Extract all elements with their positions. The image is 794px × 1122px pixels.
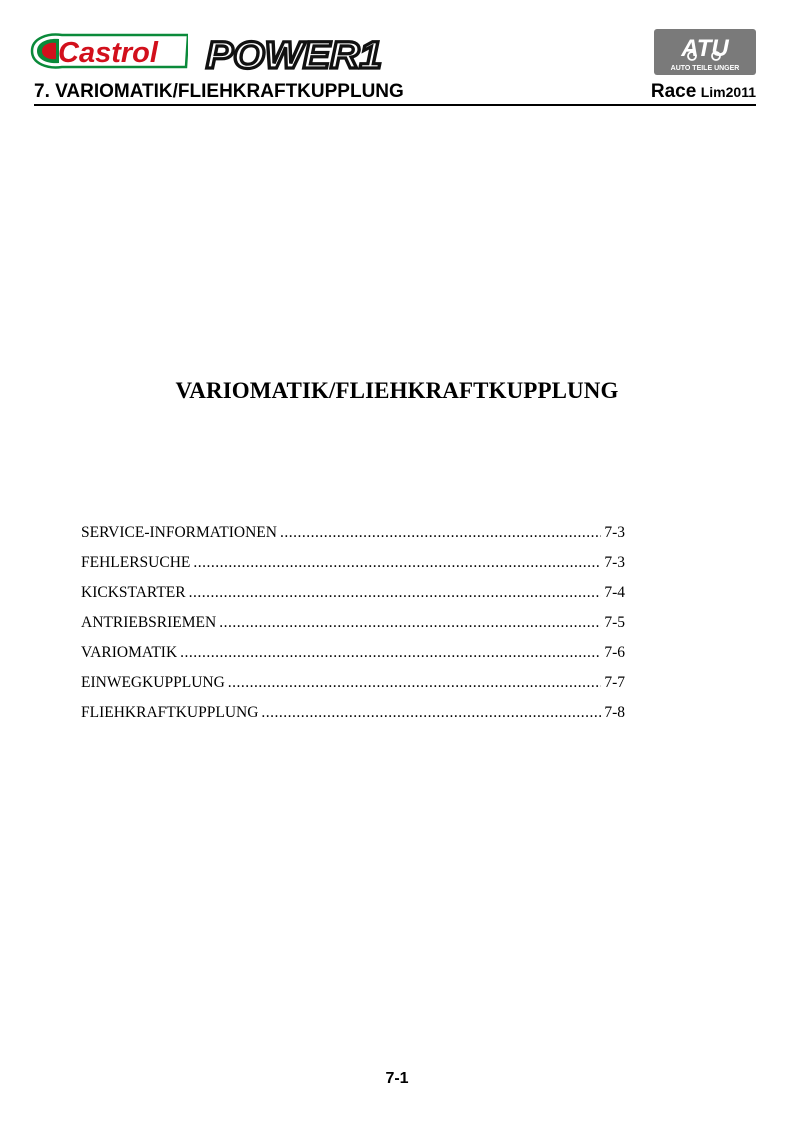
- toc-label: FEHLERSUCHE: [81, 554, 191, 571]
- toc-label: EINWEGKUPPLUNG: [81, 674, 225, 691]
- atu-logo: [654, 29, 756, 75]
- atu-logo-subtext: AUTO TEILE UNGER: [670, 65, 740, 72]
- castrol-logo-text: Castrol: [58, 37, 158, 69]
- toc-entry-kickstarter[interactable]: [81, 584, 625, 614]
- power1-logo: [204, 34, 386, 74]
- toc-label: VARIOMATIK: [81, 644, 178, 661]
- toc-leader-dots: [189, 584, 602, 602]
- power1-logo-text: POWER1: [206, 35, 382, 74]
- toc-entry-fehlersuche[interactable]: [81, 554, 625, 584]
- page-number: 7-1: [385, 1070, 409, 1087]
- chapter-header: [34, 80, 756, 106]
- toc-entry-einwegkupplung[interactable]: [81, 674, 625, 704]
- castrol-logo: [28, 30, 188, 72]
- toc-page-number: 7-6: [604, 644, 625, 661]
- toc-leader-dots: [193, 554, 601, 572]
- toc-label: SERVICE-INFORMATIONEN: [81, 524, 277, 541]
- toc-leader-dots: [280, 524, 601, 542]
- table-of-contents: [81, 524, 625, 734]
- toc-leader-dots: [228, 674, 602, 692]
- model-race: Race: [650, 81, 697, 102]
- toc-leader-dots: [180, 644, 601, 662]
- toc-page-number: 7-7: [604, 674, 625, 691]
- toc-page-number: 7-5: [604, 614, 625, 631]
- page-title: VARIOMATIK/FLIEHKRAFTKUPPLUNG: [175, 378, 619, 403]
- toc-label: ANTRIEBSRIEMEN: [81, 614, 217, 631]
- atu-logo-text: ATU: [681, 35, 729, 62]
- toc-page-number: 7-3: [604, 554, 625, 571]
- toc-leader-dots: [261, 704, 601, 722]
- toc-leader-dots: [219, 614, 601, 632]
- model-name: [651, 80, 756, 105]
- chapter-title: 7. VARIOMATIK/FLIEHKRAFTKUPPLUNG: [34, 81, 404, 102]
- model-lim: Lim2011: [700, 84, 756, 100]
- toc-label: FLIEHKRAFTKUPPLUNG: [81, 704, 259, 721]
- toc-entry-fliehkraftkupplung[interactable]: [81, 704, 625, 734]
- toc-page-number: 7-4: [604, 584, 625, 601]
- toc-entry-antriebsriemen[interactable]: [81, 614, 625, 644]
- toc-page-number: 7-8: [604, 704, 625, 721]
- toc-entry-service-informationen[interactable]: [81, 524, 625, 554]
- toc-page-number: 7-3: [604, 524, 625, 541]
- toc-entry-variomatik[interactable]: [81, 644, 625, 674]
- toc-label: KICKSTARTER: [81, 584, 186, 601]
